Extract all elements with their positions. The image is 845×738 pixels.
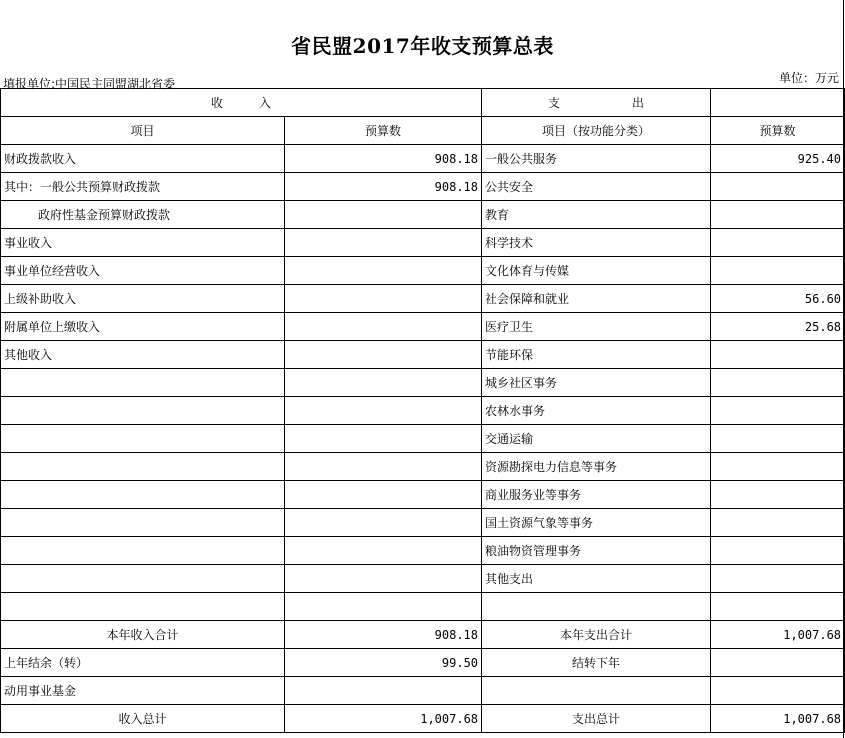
year-expense-label: 本年支出合计 [482,621,711,649]
fund-value [285,677,482,705]
income-item-cell [1,397,285,425]
expense-item-cell: 城乡社区事务 [482,369,711,397]
table-row [1,369,845,397]
income-item-cell [1,369,285,397]
income-value-cell [285,453,482,481]
expense-value-cell [711,229,845,257]
fund-label: 动用事业基金 [1,677,285,705]
expense-item-cell: 社会保障和就业 [482,285,711,313]
expense-item-cell: 一般公共服务 [482,145,711,173]
income-value-cell [285,369,482,397]
fund-expense-value-blank [711,677,845,705]
income-item-cell [1,425,285,453]
carry-out-label: 结转下年 [482,649,711,677]
expense-item-cell: 公共安全 [482,173,711,201]
currency-unit: 单位：万元 [778,71,839,85]
table-row [1,173,845,201]
expense-item-header: 项目（按功能分类） [482,117,711,145]
income-value-cell [285,201,482,229]
expense-item-cell: 节能环保 [482,341,711,369]
expense-value-cell: 56.60 [711,285,845,313]
expense-value-cell [711,369,845,397]
expense-value-cell: 25.68 [711,313,845,341]
income-value-cell [285,229,482,257]
income-item-cell [1,537,285,565]
expense-value-cell [711,397,845,425]
income-item-cell: 上级补助收入 [1,285,285,313]
expense-value-cell [711,509,845,537]
income-value-cell [285,257,482,285]
carry-in-label: 上年结余（转） [1,649,285,677]
fund-row [1,677,845,705]
table-row [1,201,845,229]
income-total-value: 1,007.68 [285,705,482,733]
income-item-cell: 附属单位上缴收入 [1,313,285,341]
income-value-cell [285,313,482,341]
table-row [1,509,845,537]
expense-value-cell [711,425,845,453]
table-row [1,285,845,313]
expense-item-cell: 文化体育与传媒 [482,257,711,285]
table-row [1,229,845,257]
income-value-cell [285,425,482,453]
expense-value-cell [711,173,845,201]
income-value-cell [285,509,482,537]
expense-item-cell: 资源勘探电力信息等事务 [482,453,711,481]
expense-value-cell [711,201,845,229]
income-item-cell: 政府性基金预算财政拨款 [1,201,285,229]
income-group-header: 收 入 [1,89,482,117]
budget-table [0,88,845,733]
income-item-header: 项目 [1,117,285,145]
grand-total-row [1,705,845,733]
year-income-value: 908.18 [285,621,482,649]
income-value-cell [285,341,482,369]
income-value-cell [285,481,482,509]
expense-item-cell: 国土资源气象等事务 [482,509,711,537]
income-budget-header: 预算数 [285,117,482,145]
income-item-cell: 事业收入 [1,229,285,257]
expense-budget-header: 预算数 [711,117,845,145]
income-item-cell [1,593,285,621]
expense-item-cell [482,593,711,621]
expense-item-cell: 商业服务业等事务 [482,481,711,509]
expense-value-cell [711,537,845,565]
income-total-label: 收入总计 [1,705,285,733]
column-header-row [1,117,845,145]
reporting-unit: 填报单位:中国民主同盟湖北省委 [3,77,176,91]
table-row [1,593,845,621]
expense-value-cell [711,341,845,369]
income-item-cell: 其中：一般公共预算财政拨款 [1,173,285,201]
year-expense-value: 1,007.68 [711,621,845,649]
expense-value-cell [711,257,845,285]
table-row [1,341,845,369]
expense-value-cell [711,481,845,509]
income-value-cell [285,397,482,425]
expense-item-cell: 农林水事务 [482,397,711,425]
income-value-cell: 908.18 [285,173,482,201]
table-row [1,397,845,425]
table-row [1,481,845,509]
expense-item-cell: 科学技术 [482,229,711,257]
income-value-cell [285,285,482,313]
income-item-cell [1,481,285,509]
expense-item-cell: 教育 [482,201,711,229]
income-item-cell: 事业单位经营收入 [1,257,285,285]
income-value-cell [285,537,482,565]
carry-row [1,649,845,677]
year-total-row [1,621,845,649]
income-item-cell [1,509,285,537]
expense-item-cell: 粮油物资管理事务 [482,537,711,565]
fund-expense-blank [482,677,711,705]
page-title: 省民盟2017年收支预算总表 [291,34,554,58]
table-row [1,313,845,341]
income-value-cell: 908.18 [285,145,482,173]
table-row [1,537,845,565]
income-item-cell: 其他收入 [1,341,285,369]
expense-value-cell [711,453,845,481]
income-item-cell [1,565,285,593]
income-item-cell [1,453,285,481]
expense-value-cell [711,565,845,593]
expense-total-label: 支出总计 [482,705,711,733]
table-row [1,453,845,481]
expense-value-cell [711,593,845,621]
expense-item-cell: 其他支出 [482,565,711,593]
expense-group-header: 支 出 [482,89,711,117]
table-row [1,145,845,173]
table-row [1,425,845,453]
expense-item-cell: 医疗卫生 [482,313,711,341]
carry-in-value: 99.50 [285,649,482,677]
income-value-cell [285,565,482,593]
carry-out-value [711,649,845,677]
income-value-cell [285,593,482,621]
expense-group-blank [711,89,845,117]
group-header-row [1,89,845,117]
year-income-label: 本年收入合计 [1,621,285,649]
income-item-cell: 财政拨款收入 [1,145,285,173]
table-row [1,565,845,593]
expense-value-cell: 925.40 [711,145,845,173]
expense-total-value: 1,007.68 [711,705,845,733]
expense-item-cell: 交通运输 [482,425,711,453]
table-row [1,257,845,285]
